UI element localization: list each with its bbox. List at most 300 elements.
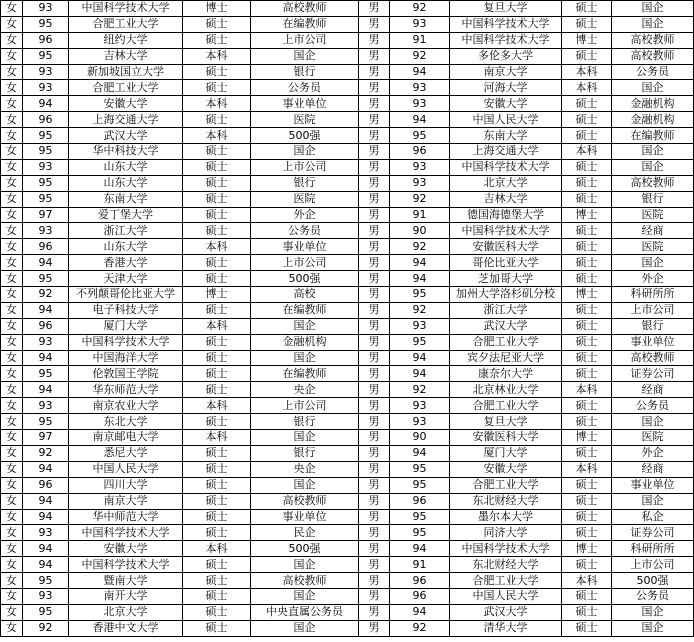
male-gender-cell: 男	[359, 80, 390, 96]
male-age-cell: 93	[390, 318, 450, 334]
male-gender-cell: 男	[359, 509, 390, 525]
male-gender-cell: 男	[359, 318, 390, 334]
female-gender-cell: 女	[1, 414, 23, 430]
table-row	[1, 430, 694, 446]
male-school-cell: 上海交通大学	[450, 144, 562, 160]
male-job-cell: 科研所所	[612, 287, 694, 303]
male-school-cell: 南京大学	[450, 64, 562, 80]
male-age-cell: 94	[390, 350, 450, 366]
male-age-cell: 92	[390, 191, 450, 207]
female-school-cell: 南开大学	[69, 588, 183, 604]
female-school-cell: 悉尼大学	[69, 445, 183, 461]
male-job-cell: 在编教师	[612, 128, 694, 144]
male-age-cell: 91	[390, 207, 450, 223]
female-job-cell: 高校教师	[251, 493, 359, 509]
female-gender-cell: 女	[1, 16, 23, 32]
male-degree-cell: 硕士	[562, 1, 612, 17]
female-job-cell: 央企	[251, 382, 359, 398]
male-age-cell: 90	[390, 223, 450, 239]
male-gender-cell: 男	[359, 334, 390, 350]
table-row	[1, 318, 694, 334]
male-age-cell: 91	[390, 32, 450, 48]
table-row	[1, 32, 694, 48]
male-job-cell: 金融机构	[612, 96, 694, 112]
female-degree-cell: 硕士	[183, 144, 251, 160]
table-row	[1, 271, 694, 287]
female-job-cell: 500强	[251, 541, 359, 557]
male-school-cell: 复旦大学	[450, 414, 562, 430]
table-row	[1, 509, 694, 525]
male-school-cell: 加州大学洛杉矶分校	[450, 287, 562, 303]
female-gender-cell: 女	[1, 588, 23, 604]
male-gender-cell: 男	[359, 302, 390, 318]
male-gender-cell: 男	[359, 255, 390, 271]
male-gender-cell: 男	[359, 175, 390, 191]
female-age-cell: 94	[23, 350, 69, 366]
female-age-cell: 93	[23, 159, 69, 175]
male-job-cell: 医院	[612, 430, 694, 446]
female-gender-cell: 女	[1, 461, 23, 477]
female-degree-cell: 硕士	[183, 557, 251, 573]
table-row	[1, 461, 694, 477]
male-gender-cell: 男	[359, 588, 390, 604]
female-school-cell: 中国海洋大学	[69, 350, 183, 366]
male-gender-cell: 男	[359, 430, 390, 446]
female-school-cell: 浙江大学	[69, 223, 183, 239]
male-job-cell: 公务员	[612, 398, 694, 414]
female-age-cell: 95	[23, 414, 69, 430]
male-gender-cell: 男	[359, 271, 390, 287]
male-school-cell: 安徽医科大学	[450, 430, 562, 446]
table-row	[1, 350, 694, 366]
female-gender-cell: 女	[1, 573, 23, 589]
female-degree-cell: 硕士	[183, 461, 251, 477]
female-school-cell: 中国科学技术大学	[69, 334, 183, 350]
male-degree-cell: 本科	[562, 80, 612, 96]
male-age-cell: 92	[390, 239, 450, 255]
female-school-cell: 安徽大学	[69, 541, 183, 557]
male-age-cell: 95	[390, 477, 450, 493]
table-row	[1, 398, 694, 414]
female-job-cell: 国企	[251, 350, 359, 366]
female-school-cell: 合肥工业大学	[69, 80, 183, 96]
male-school-cell: 德国海德堡大学	[450, 207, 562, 223]
male-job-cell: 经商	[612, 382, 694, 398]
female-age-cell: 95	[23, 48, 69, 64]
table-row	[1, 239, 694, 255]
male-school-cell: 武汉大学	[450, 318, 562, 334]
table-row	[1, 80, 694, 96]
female-degree-cell: 硕士	[183, 16, 251, 32]
male-gender-cell: 男	[359, 620, 390, 636]
female-gender-cell: 女	[1, 239, 23, 255]
female-age-cell: 95	[23, 128, 69, 144]
female-school-cell: 香港大学	[69, 255, 183, 271]
female-job-cell: 事业单位	[251, 509, 359, 525]
male-age-cell: 94	[390, 541, 450, 557]
male-age-cell: 95	[390, 525, 450, 541]
male-gender-cell: 男	[359, 64, 390, 80]
female-school-cell: 电子科技大学	[69, 302, 183, 318]
female-degree-cell: 本科	[183, 318, 251, 334]
male-age-cell: 96	[390, 144, 450, 160]
female-job-cell: 公务员	[251, 223, 359, 239]
female-job-cell: 民企	[251, 525, 359, 541]
male-job-cell: 外企	[612, 445, 694, 461]
female-age-cell: 95	[23, 271, 69, 287]
female-school-cell: 吉林大学	[69, 48, 183, 64]
female-job-cell: 事业单位	[251, 96, 359, 112]
female-age-cell: 94	[23, 302, 69, 318]
male-school-cell: 安徽大学	[450, 96, 562, 112]
female-school-cell: 厦门大学	[69, 318, 183, 334]
male-age-cell: 96	[390, 573, 450, 589]
male-gender-cell: 男	[359, 32, 390, 48]
male-school-cell: 同济大学	[450, 525, 562, 541]
male-degree-cell: 硕士	[562, 175, 612, 191]
male-school-cell: 墨尔本大学	[450, 509, 562, 525]
female-degree-cell: 硕士	[183, 334, 251, 350]
female-job-cell: 国企	[251, 620, 359, 636]
table-row	[1, 96, 694, 112]
male-school-cell: 清华大学	[450, 620, 562, 636]
female-age-cell: 94	[23, 96, 69, 112]
female-age-cell: 93	[23, 588, 69, 604]
female-age-cell: 93	[23, 398, 69, 414]
female-gender-cell: 女	[1, 430, 23, 446]
female-job-cell: 500强	[251, 271, 359, 287]
female-degree-cell: 硕士	[183, 509, 251, 525]
male-degree-cell: 硕士	[562, 350, 612, 366]
female-school-cell: 伦敦国王学院	[69, 366, 183, 382]
female-job-cell: 公务员	[251, 80, 359, 96]
female-degree-cell: 硕士	[183, 302, 251, 318]
male-degree-cell: 硕士	[562, 477, 612, 493]
female-age-cell: 94	[23, 541, 69, 557]
male-degree-cell: 硕士	[562, 271, 612, 287]
female-gender-cell: 女	[1, 207, 23, 223]
female-age-cell: 94	[23, 461, 69, 477]
table-row	[1, 191, 694, 207]
male-school-cell: 安徽大学	[450, 461, 562, 477]
male-gender-cell: 男	[359, 604, 390, 620]
female-gender-cell: 女	[1, 302, 23, 318]
male-age-cell: 96	[390, 493, 450, 509]
female-age-cell: 93	[23, 1, 69, 17]
female-degree-cell: 硕士	[183, 493, 251, 509]
female-degree-cell: 硕士	[183, 573, 251, 589]
male-gender-cell: 男	[359, 414, 390, 430]
female-age-cell: 95	[23, 573, 69, 589]
male-job-cell: 国企	[612, 620, 694, 636]
female-degree-cell: 本科	[183, 541, 251, 557]
male-gender-cell: 男	[359, 207, 390, 223]
male-school-cell: 多伦多大学	[450, 48, 562, 64]
male-gender-cell: 男	[359, 525, 390, 541]
female-degree-cell: 本科	[183, 430, 251, 446]
female-school-cell: 纽约大学	[69, 32, 183, 48]
female-school-cell: 华中科技大学	[69, 144, 183, 160]
male-age-cell: 92	[390, 302, 450, 318]
female-school-cell: 安徽大学	[69, 96, 183, 112]
female-age-cell: 95	[23, 16, 69, 32]
male-school-cell: 中国科学技术大学	[450, 16, 562, 32]
male-job-cell: 证券公司	[612, 366, 694, 382]
female-gender-cell: 女	[1, 334, 23, 350]
table-row	[1, 287, 694, 303]
male-school-cell: 武汉大学	[450, 604, 562, 620]
male-school-cell: 康奈尔大学	[450, 366, 562, 382]
male-school-cell: 合肥工业大学	[450, 334, 562, 350]
female-degree-cell: 博士	[183, 287, 251, 303]
male-age-cell: 95	[390, 287, 450, 303]
male-job-cell: 国企	[612, 493, 694, 509]
female-age-cell: 95	[23, 191, 69, 207]
female-age-cell: 95	[23, 366, 69, 382]
male-gender-cell: 男	[359, 445, 390, 461]
female-gender-cell: 女	[1, 477, 23, 493]
female-school-cell: 天津大学	[69, 271, 183, 287]
male-degree-cell: 硕士	[562, 159, 612, 175]
male-degree-cell: 博士	[562, 32, 612, 48]
female-degree-cell: 硕士	[183, 525, 251, 541]
female-age-cell: 96	[23, 239, 69, 255]
table-row	[1, 16, 694, 32]
male-age-cell: 94	[390, 366, 450, 382]
male-age-cell: 93	[390, 414, 450, 430]
male-school-cell: 中国人民大学	[450, 112, 562, 128]
female-degree-cell: 本科	[183, 96, 251, 112]
female-school-cell: 香港中文大学	[69, 620, 183, 636]
male-job-cell: 经商	[612, 223, 694, 239]
female-job-cell: 国企	[251, 588, 359, 604]
female-job-cell: 国企	[251, 430, 359, 446]
male-degree-cell: 硕士	[562, 414, 612, 430]
male-degree-cell: 硕士	[562, 239, 612, 255]
male-degree-cell: 博士	[562, 207, 612, 223]
male-degree-cell: 硕士	[562, 509, 612, 525]
female-gender-cell: 女	[1, 350, 23, 366]
female-degree-cell: 硕士	[183, 159, 251, 175]
female-age-cell: 92	[23, 620, 69, 636]
male-job-cell: 国企	[612, 80, 694, 96]
male-school-cell: 北京林业大学	[450, 382, 562, 398]
male-age-cell: 94	[390, 64, 450, 80]
female-age-cell: 94	[23, 557, 69, 573]
female-job-cell: 事业单位	[251, 239, 359, 255]
male-school-cell: 吉林大学	[450, 191, 562, 207]
female-degree-cell: 硕士	[183, 604, 251, 620]
male-job-cell: 国企	[612, 604, 694, 620]
table-row	[1, 128, 694, 144]
male-school-cell: 河海大学	[450, 80, 562, 96]
male-school-cell: 中国科学技术大学	[450, 32, 562, 48]
male-job-cell: 高校教师	[612, 32, 694, 48]
female-gender-cell: 女	[1, 48, 23, 64]
male-gender-cell: 男	[359, 223, 390, 239]
male-job-cell: 公务员	[612, 64, 694, 80]
female-gender-cell: 女	[1, 620, 23, 636]
female-degree-cell: 本科	[183, 239, 251, 255]
male-gender-cell: 男	[359, 48, 390, 64]
male-job-cell: 事业单位	[612, 477, 694, 493]
female-school-cell: 南京大学	[69, 493, 183, 509]
table-row	[1, 620, 694, 636]
male-degree-cell: 硕士	[562, 557, 612, 573]
male-degree-cell: 本科	[562, 461, 612, 477]
female-job-cell: 国企	[251, 318, 359, 334]
male-degree-cell: 硕士	[562, 112, 612, 128]
female-degree-cell: 硕士	[183, 477, 251, 493]
male-school-cell: 复旦大学	[450, 1, 562, 17]
male-gender-cell: 男	[359, 382, 390, 398]
male-gender-cell: 男	[359, 1, 390, 17]
table-row	[1, 604, 694, 620]
table-row	[1, 334, 694, 350]
male-gender-cell: 男	[359, 541, 390, 557]
male-school-cell: 合肥工业大学	[450, 477, 562, 493]
female-degree-cell: 本科	[183, 48, 251, 64]
table-row	[1, 493, 694, 509]
table-row	[1, 445, 694, 461]
male-degree-cell: 博士	[562, 430, 612, 446]
male-age-cell: 90	[390, 430, 450, 446]
female-job-cell: 上市公司	[251, 255, 359, 271]
female-gender-cell: 女	[1, 1, 23, 17]
female-school-cell: 山东大学	[69, 175, 183, 191]
female-school-cell: 合肥工业大学	[69, 16, 183, 32]
table-row	[1, 573, 694, 589]
female-gender-cell: 女	[1, 271, 23, 287]
female-degree-cell: 硕士	[183, 620, 251, 636]
female-age-cell: 96	[23, 477, 69, 493]
table-row	[1, 64, 694, 80]
female-school-cell: 山东大学	[69, 159, 183, 175]
table-row	[1, 255, 694, 271]
female-school-cell: 中国人民大学	[69, 461, 183, 477]
female-school-cell: 南京农业大学	[69, 398, 183, 414]
female-school-cell: 武汉大学	[69, 128, 183, 144]
male-degree-cell: 硕士	[562, 604, 612, 620]
female-gender-cell: 女	[1, 175, 23, 191]
female-gender-cell: 女	[1, 604, 23, 620]
female-degree-cell: 硕士	[183, 112, 251, 128]
female-degree-cell: 硕士	[183, 366, 251, 382]
male-age-cell: 94	[390, 271, 450, 287]
male-school-cell: 东南大学	[450, 128, 562, 144]
male-gender-cell: 男	[359, 557, 390, 573]
male-age-cell: 95	[390, 461, 450, 477]
female-school-cell: 东南大学	[69, 191, 183, 207]
male-age-cell: 93	[390, 175, 450, 191]
female-gender-cell: 女	[1, 64, 23, 80]
female-job-cell: 上市公司	[251, 159, 359, 175]
female-gender-cell: 女	[1, 445, 23, 461]
male-degree-cell: 硕士	[562, 255, 612, 271]
male-job-cell: 高校教师	[612, 175, 694, 191]
male-school-cell: 中国科学技术大学	[450, 223, 562, 239]
male-age-cell: 94	[390, 604, 450, 620]
male-degree-cell: 硕士	[562, 525, 612, 541]
male-degree-cell: 硕士	[562, 302, 612, 318]
male-age-cell: 92	[390, 620, 450, 636]
male-degree-cell: 硕士	[562, 16, 612, 32]
male-age-cell: 92	[390, 382, 450, 398]
male-age-cell: 93	[390, 96, 450, 112]
female-school-cell: 不列颠哥伦比亚大学	[69, 287, 183, 303]
male-school-cell: 合肥工业大学	[450, 573, 562, 589]
male-age-cell: 92	[390, 1, 450, 17]
female-age-cell: 94	[23, 382, 69, 398]
female-school-cell: 中国科学技术大学	[69, 525, 183, 541]
female-degree-cell: 硕士	[183, 255, 251, 271]
male-job-cell: 科研所所	[612, 541, 694, 557]
table-row	[1, 541, 694, 557]
table-row	[1, 159, 694, 175]
female-gender-cell: 女	[1, 80, 23, 96]
male-job-cell: 公务员	[612, 588, 694, 604]
female-degree-cell: 硕士	[183, 588, 251, 604]
female-job-cell: 国企	[251, 48, 359, 64]
male-school-cell: 厦门大学	[450, 445, 562, 461]
female-age-cell: 95	[23, 144, 69, 160]
male-degree-cell: 硕士	[562, 445, 612, 461]
male-degree-cell: 本科	[562, 144, 612, 160]
female-gender-cell: 女	[1, 366, 23, 382]
female-age-cell: 93	[23, 334, 69, 350]
male-age-cell: 95	[390, 128, 450, 144]
male-school-cell: 哥伦比亚大学	[450, 255, 562, 271]
female-gender-cell: 女	[1, 382, 23, 398]
male-age-cell: 94	[390, 255, 450, 271]
female-job-cell: 银行	[251, 445, 359, 461]
female-school-cell: 新加坡国立大学	[69, 64, 183, 80]
male-job-cell: 事业单位	[612, 334, 694, 350]
female-gender-cell: 女	[1, 493, 23, 509]
female-degree-cell: 硕士	[183, 80, 251, 96]
female-job-cell: 高校教师	[251, 1, 359, 17]
female-gender-cell: 女	[1, 525, 23, 541]
female-gender-cell: 女	[1, 318, 23, 334]
male-job-cell: 高校教师	[612, 48, 694, 64]
male-gender-cell: 男	[359, 287, 390, 303]
male-gender-cell: 男	[359, 112, 390, 128]
female-job-cell: 国企	[251, 144, 359, 160]
male-job-cell: 国企	[612, 159, 694, 175]
male-job-cell: 上市公司	[612, 557, 694, 573]
female-degree-cell: 博士	[183, 1, 251, 17]
female-job-cell: 高校	[251, 287, 359, 303]
female-degree-cell: 硕士	[183, 207, 251, 223]
table-row	[1, 144, 694, 160]
male-job-cell: 国企	[612, 414, 694, 430]
table-row	[1, 366, 694, 382]
male-job-cell: 银行	[612, 191, 694, 207]
male-job-cell: 国企	[612, 255, 694, 271]
male-degree-cell: 本科	[562, 573, 612, 589]
table-row	[1, 175, 694, 191]
female-degree-cell: 硕士	[183, 382, 251, 398]
male-job-cell: 500强	[612, 573, 694, 589]
female-job-cell: 外企	[251, 207, 359, 223]
male-gender-cell: 男	[359, 366, 390, 382]
female-age-cell: 93	[23, 525, 69, 541]
female-job-cell: 高校教师	[251, 573, 359, 589]
table-row	[1, 223, 694, 239]
female-gender-cell: 女	[1, 191, 23, 207]
female-gender-cell: 女	[1, 144, 23, 160]
female-gender-cell: 女	[1, 541, 23, 557]
